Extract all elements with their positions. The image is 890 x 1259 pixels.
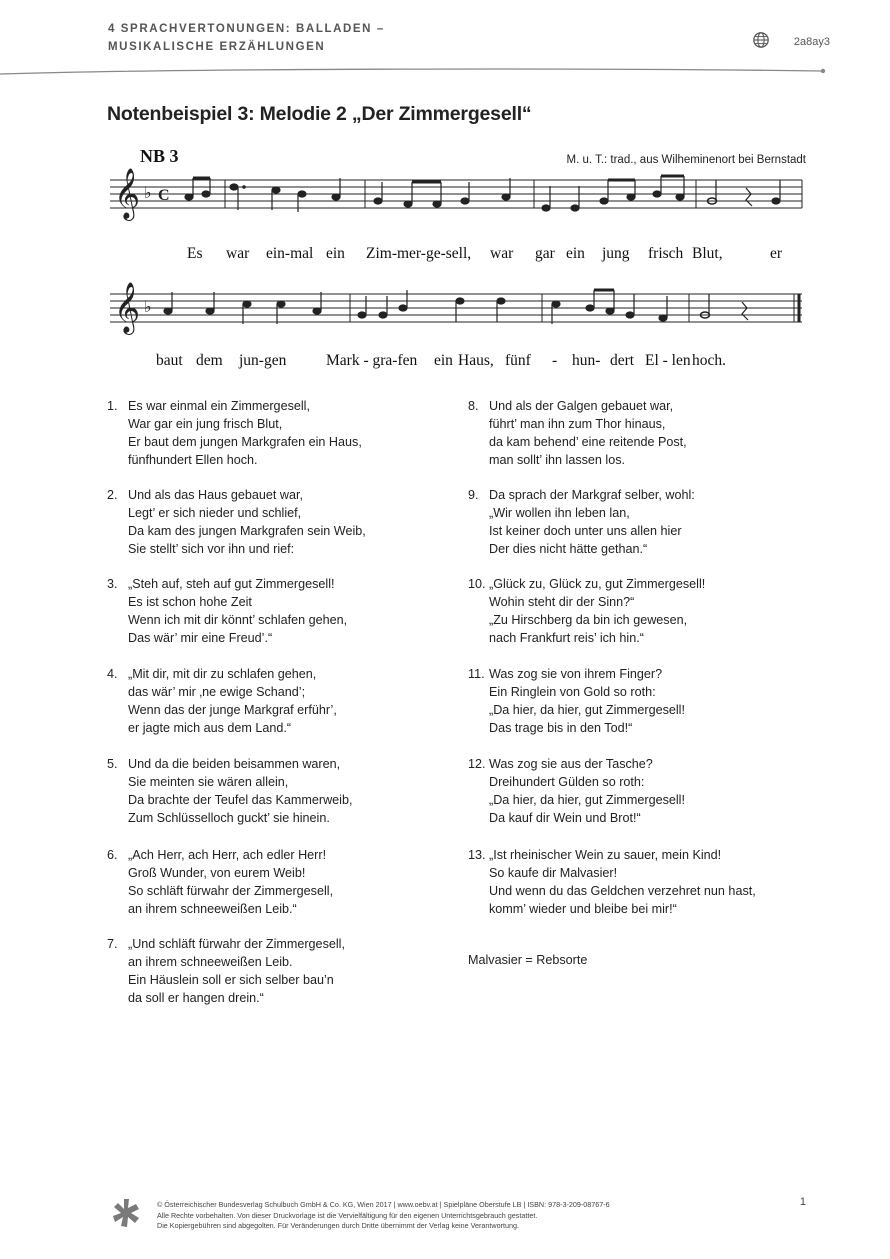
verse-line: Und da die beiden beisammen waren, (128, 757, 341, 771)
lyric-syllable: dem (196, 352, 223, 369)
verse-line: Zum Schlüsselloch guckt’ sie hinein. (128, 811, 330, 825)
verse-line: Da kam des jungen Markgrafen sein Weib, (128, 524, 366, 538)
verse-line: Das wär’ mir eine Freud’.“ (128, 631, 273, 645)
lyric-syllable: fünf (505, 352, 531, 369)
svg-text:𝄞: 𝄞 (114, 282, 141, 333)
lyric-syllable: hoch. (692, 352, 727, 369)
verse-line: Er baut dem jungen Markgrafen ein Haus, (128, 435, 362, 449)
verse-number: 4. (107, 667, 118, 681)
verse-line: führt’ man ihn zum Thor hinaus, (489, 417, 666, 431)
publisher-logo-icon (112, 1198, 140, 1228)
verse-line: „Mit dir, mit dir zu schlafen gehen, (128, 667, 317, 681)
verse-line: „Ach Herr, ach Herr, ach edler Herr! (128, 848, 327, 862)
verse-line: Der dies nicht hätte gethan.“ (489, 542, 648, 556)
verse-line: da soll er hangen drein.“ (128, 991, 264, 1005)
lyric-syllable: ein (566, 245, 585, 262)
verse-line: „Da hier, da hier, gut Zimmergesell! (489, 793, 685, 807)
verse-line: War gar ein jung frisch Blut, (128, 417, 283, 431)
verse-line: Legt’ er sich nieder und schlief, (128, 506, 302, 520)
verse-number: 10. (468, 577, 486, 591)
verse-number: 5. (107, 757, 118, 771)
verse-line: So kaufe dir Malvasier! (489, 866, 618, 880)
footer-line: Alle Rechte vorbehalten. Von dieser Druckvorlage ist die Vervielfältigung für den eigenen Unterrichtsgebrauch gestattet. (157, 1210, 538, 1220)
footer-line: © Österreichischer Bundesverlag Schulbuch GmbH & Co. KG, Wien 2017 | www.oebv.at | Spielpläne Oberstufe LB | ISBN: 978-3-209-08767-6 (157, 1200, 610, 1209)
verse-number: 7. (107, 937, 118, 951)
verse-line: fünfhundert Ellen hoch. (128, 453, 258, 467)
lyric-syllable: ein (326, 245, 345, 262)
lyric-syllable: war (490, 245, 514, 262)
lyric-syllable: jun-gen (239, 352, 287, 369)
verse-line: „Wir wollen ihn leben lan, (489, 506, 630, 520)
verse-line: „Ist rheinischer Wein zu sauer, mein Kind! (489, 848, 722, 862)
verse-line: da kam behend’ eine reitende Post, (489, 435, 687, 449)
verse-line: an ihrem schneeweißen Leib. (128, 955, 293, 969)
verse-line: Es ist schon hohe Zeit (128, 595, 252, 609)
verse-line: „Zu Hirschberg da bin ich gewesen, (489, 613, 688, 627)
verse-line: Ein Häuslein soll er sich selber bau’n (128, 973, 334, 987)
verse-number: 6. (107, 848, 118, 862)
globe-icon[interactable] (752, 31, 770, 49)
verse-line: Wenn das der junge Markgraf erführ’, (128, 703, 337, 717)
verse-line: komm’ wieder und bleibe bei mir!“ (489, 902, 677, 916)
lyric-syllable: war (226, 245, 250, 262)
verse-line: Was zog sie aus der Tasche? (489, 757, 653, 771)
music-staff-2 (110, 280, 806, 340)
lyric-syllable: ein (434, 352, 453, 369)
verse-line: Groß Wunder, von eurem Weib! (128, 866, 306, 880)
lyric-syllable: Blut, (692, 245, 723, 262)
lyric-syllable: dert (610, 352, 635, 369)
verse-line: Sie meinten sie wären allein, (128, 775, 289, 789)
copyright-footer (157, 1200, 610, 1232)
verse-number: 2. (107, 488, 118, 502)
lyric-syllable: hun- (572, 352, 601, 369)
footer-line: Die Kopiergebühren sind abgegolten. Für Veränderungen durch Dritte übernimmt der Verlag keine Verantwortung. (157, 1221, 519, 1230)
lyric-syllable: Haus, (458, 352, 494, 369)
svg-text:𝄞: 𝄞 (114, 168, 141, 219)
svg-text:♭: ♭ (144, 297, 152, 316)
lyric-syllable: ein-mal (266, 245, 314, 262)
verse-line: Da brachte der Teufel das Kammerweib, (128, 793, 353, 807)
lyric-syllable: - (552, 352, 558, 369)
verse-line: an ihrem schneeweißen Leib.“ (128, 902, 297, 916)
verse-line: er jagte mich aus dem Land.“ (128, 721, 292, 735)
chapter-header-line2: MUSIKALISCHE ERZÄHLUNGEN (108, 41, 326, 53)
verse-number: 11. (468, 667, 485, 681)
verse-line: nach Frankfurt reis’ ich hin.“ (489, 631, 644, 645)
lyric-syllable: baut (156, 352, 183, 369)
chapter-header (108, 20, 385, 56)
verse-line: Ein Ringlein von Gold so roth: (489, 685, 656, 699)
glossary-note: Malvasier = Rebsorte (468, 953, 588, 967)
verse-line: man sollt’ ihn lassen los. (489, 453, 626, 467)
example-label: NB 3 (140, 146, 179, 166)
lyric-syllable: frisch (648, 245, 684, 262)
verse-number: 12. (468, 757, 486, 771)
header-divider (0, 64, 890, 78)
lyric-syllable: er (770, 245, 783, 262)
online-code[interactable]: 2a8ay3 (793, 36, 830, 48)
verse-line: Was zog sie von ihrem Finger? (489, 667, 663, 681)
verse-number: 3. (107, 577, 118, 591)
page-title: Notenbeispiel 3: Melodie 2 „Der Zimmergesell“ (107, 103, 532, 125)
page-number: 1 (799, 1196, 806, 1208)
verse-line: „Steh auf, steh auf gut Zimmergesell! (128, 577, 335, 591)
verse-number: 8. (468, 399, 479, 413)
lyric-syllable: El - len (645, 352, 691, 369)
lyric-syllable: gar (535, 245, 555, 262)
verse-line: Und als das Haus gebauet war, (128, 488, 304, 502)
verse-line: Es war einmal ein Zimmergesell, (128, 399, 310, 413)
verse-line: Ist keiner doch unter uns allen hier (489, 524, 682, 538)
verse-line: das wär’ mir ‚ne ewige Schand’; (128, 685, 306, 699)
music-staff-1 (110, 166, 806, 226)
verse-line: Da kauf dir Wein und Brot!“ (489, 811, 641, 825)
verse-line: Dreihundert Gülden so roth: (489, 775, 645, 789)
svg-text:C: C (158, 187, 170, 204)
lyric-syllable: jung (602, 245, 630, 262)
music-source: M. u. T.: trad., aus Wilheminenort bei Bernstadt (566, 154, 806, 166)
lyrics-line-1 (0, 245, 890, 265)
chapter-header-line1: 4 SPRACHVERTONUNGEN: BALLADEN – (108, 23, 385, 35)
verse-line: „Und schläft fürwahr der Zimmergesell, (128, 937, 345, 951)
verse-line: Wohin steht dir der Sinn?“ (489, 595, 635, 609)
verse-number: 9. (468, 488, 479, 502)
verse-number: 1. (107, 399, 118, 413)
verse-line: Das trage bis in den Tod!“ (489, 721, 633, 735)
verse-line: Da sprach der Markgraf selber, wohl: (489, 488, 695, 502)
verse-line: Und als der Galgen gebauet war, (489, 399, 674, 413)
verse-line: Sie stellt’ sich vor ihn und rief: (128, 542, 295, 556)
svg-text:♭: ♭ (144, 183, 152, 202)
verse-line: Wenn ich mit dir könnt’ schlafen gehen, (128, 613, 348, 627)
verse-line: „Da hier, da hier, gut Zimmergesell! (489, 703, 685, 717)
verse-line: So schläft fürwahr der Zimmergesell, (128, 884, 334, 898)
lyric-syllable: Es (187, 245, 203, 262)
verse-line: „Glück zu, Glück zu, gut Zimmergesell! (489, 577, 706, 591)
lyric-syllable: Mark - gra-fen (326, 352, 418, 369)
lyrics-line-2 (0, 352, 890, 372)
verse-line: Und wenn du das Geldchen verzehret nun hast, (489, 884, 756, 898)
verse-number: 13. (468, 848, 486, 862)
lyric-syllable: Zim-mer-ge-sell, (366, 245, 472, 262)
